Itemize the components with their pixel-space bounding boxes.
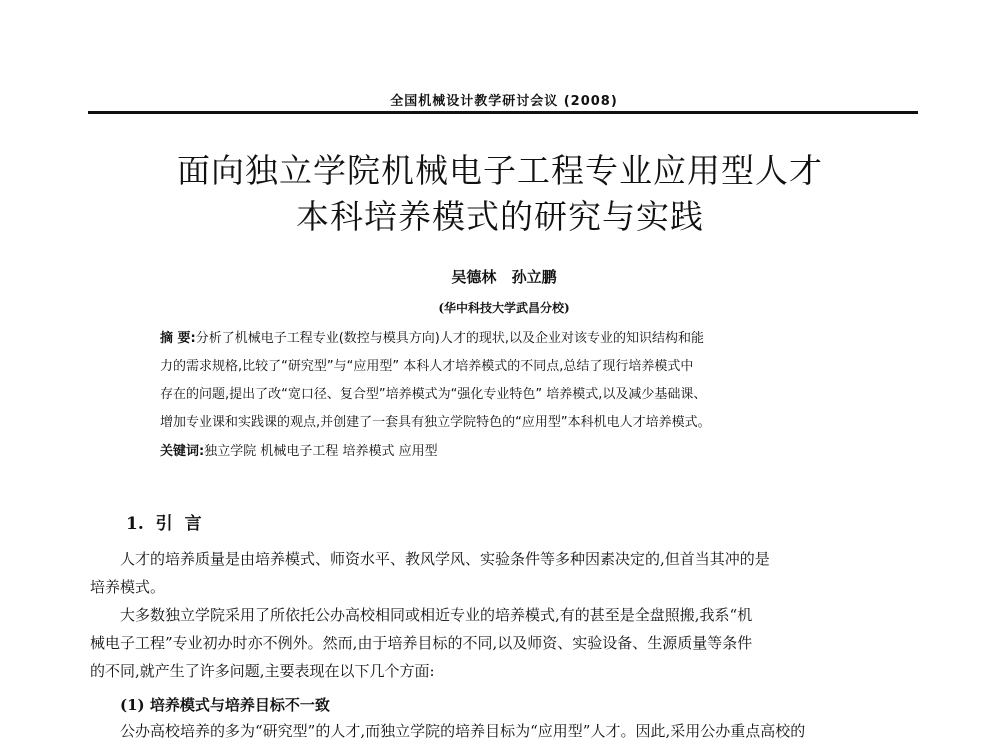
affiliation: (华中科技大学武昌分校) — [438, 301, 570, 315]
section-heading: 1. 引 言 — [126, 514, 202, 534]
paper-title-line-1: 面向独立学院机械电子工程专业应用型人才 — [177, 151, 823, 190]
paper-title-line-2: 本科培养模式的研究与实践 — [296, 197, 704, 236]
keywords-line — [160, 440, 860, 459]
abstract-text: 分析了机械电子工程专业(数控与模具方向)人才的现状,以及企业对该专业的知识结构和能 — [195, 331, 705, 346]
sub-heading: (1) 培养模式与培养目标不一致 — [120, 696, 330, 714]
body-line-6: 公办高校培养的多为“研究型”的人才,而独立学院的培养目标为“应用型”人才。因此,采用公办重点高校的 — [120, 722, 806, 740]
body-line-5: 的不同,就产生了许多问题,主要表现在以下几个方面: — [90, 662, 435, 680]
body-line-1: 人才的培养质量是由培养模式、师资水平、教风学风、实验条件等多种因素决定的,但首当其冲的是 — [120, 550, 770, 568]
header-rule — [88, 111, 918, 114]
body-line-3: 大多数独立学院采用了所依托公办高校相同或相近专业的培养模式,有的甚至是全盘照搬,我系“机 — [120, 606, 753, 624]
abstract-line-4: 增加专业课和实践课的观点,并创建了一套具有独立学院特色的“应用型”本科机电人才培养模式。 — [160, 415, 711, 430]
authors: 吴德林 孙立鹏 — [451, 268, 557, 286]
abstract-line-2: 力的需求规格,比较了“研究型”与“应用型” 本科人才培养模式的不同点,总结了现行培养模式中 — [160, 359, 694, 374]
abstract-line-3: 存在的问题,提出了改“宽口径、复合型”培养模式为“强化专业特色” 培养模式,以及减少基础课、 — [160, 387, 707, 402]
body-line-2: 培养模式。 — [90, 578, 166, 596]
body-line-4: 械电子工程”专业初办时亦不例外。然而,由于培养目标的不同,以及师资、实验设备、生源质量等条件 — [90, 634, 753, 652]
keywords-label: 关键词: — [160, 444, 205, 459]
running-header: 全国机械设计教学研讨会议 (2008) — [390, 94, 618, 109]
abstract-label: 摘 要: — [160, 331, 196, 346]
abstract-line-1 — [160, 327, 860, 346]
keywords-text: 独立学院 机械电子工程 培养模式 应用型 — [204, 444, 438, 459]
